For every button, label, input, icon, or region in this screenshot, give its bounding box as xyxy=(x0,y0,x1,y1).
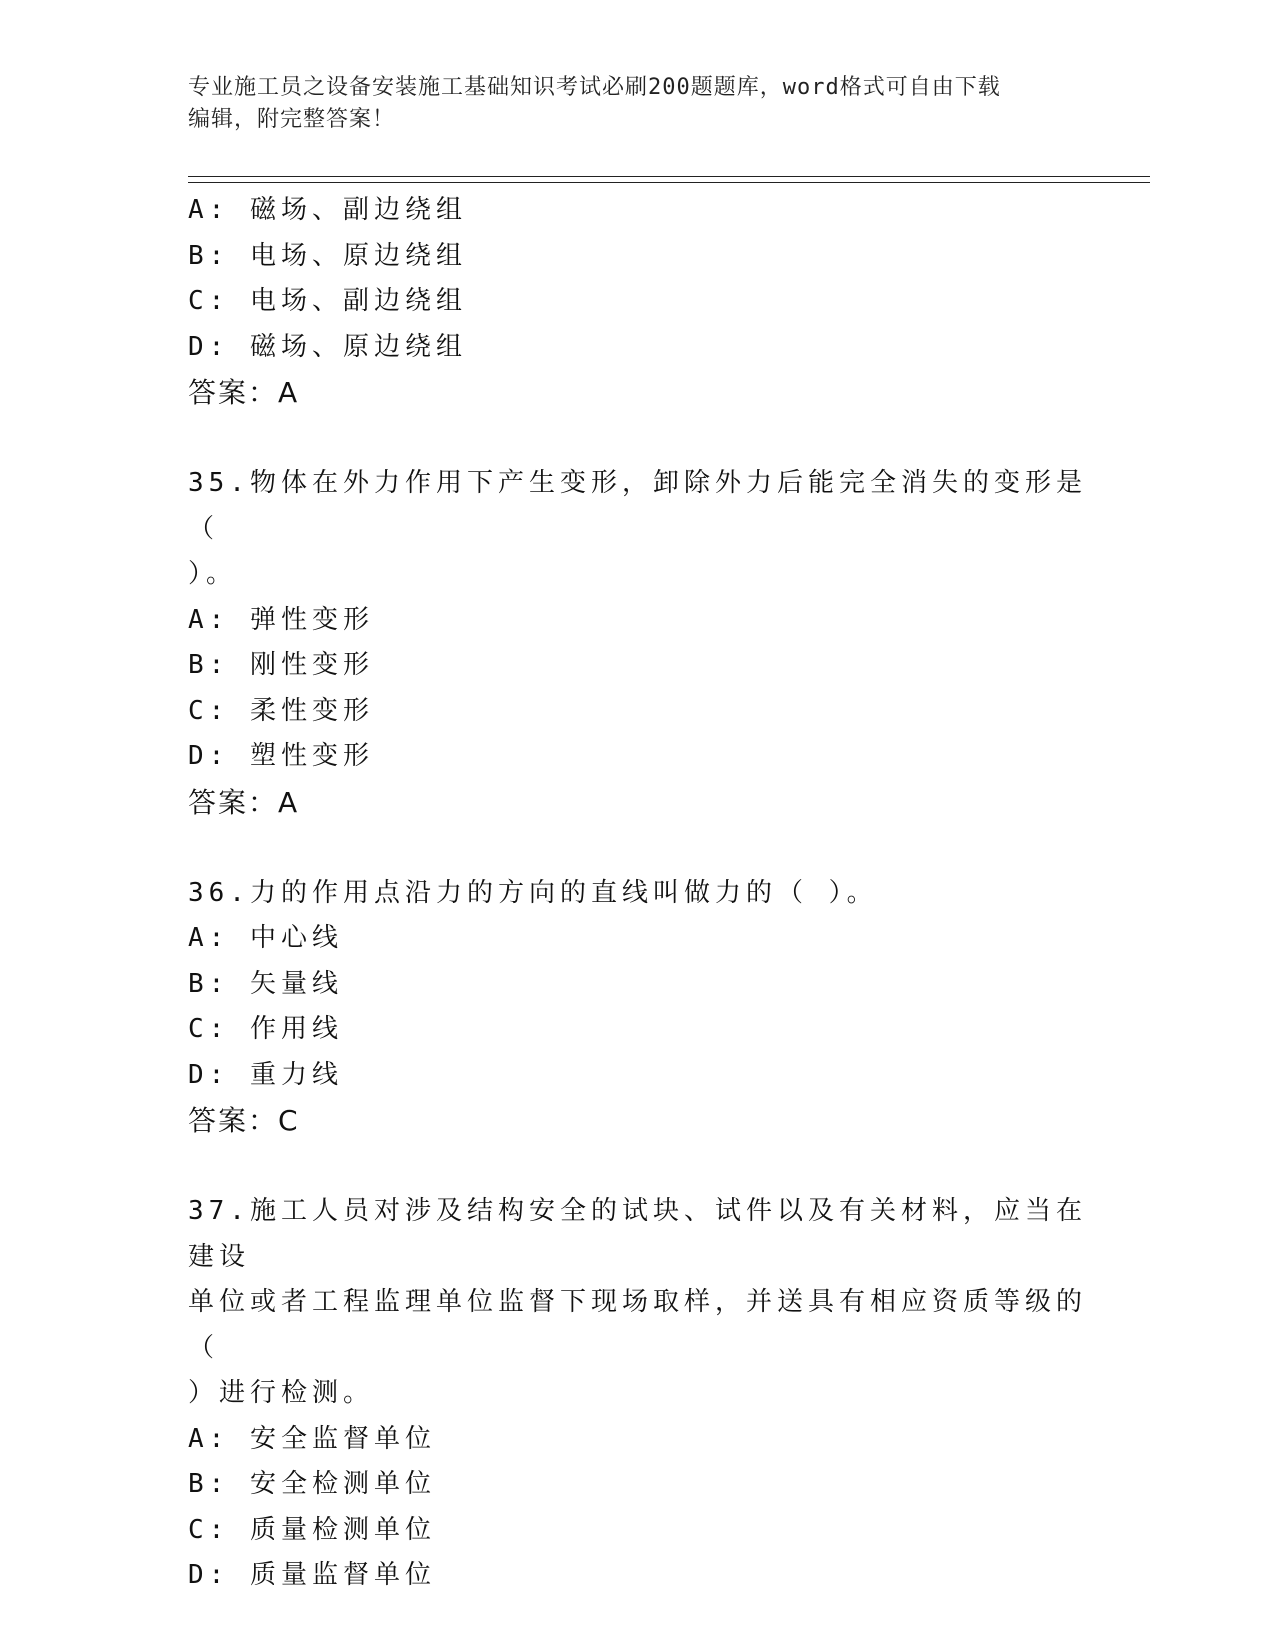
question-36 xyxy=(188,871,1088,1144)
answer-line: 答案：A xyxy=(188,785,300,819)
question-text-line-2: 单位或者工程监理单位监督下现场取样，并送具有相应资质等级的（ xyxy=(188,1287,1088,1363)
question-37 xyxy=(188,1189,1088,1599)
option-a: A: 弹性变形 xyxy=(188,604,374,635)
question-text-line-1: 35.物体在外力作用下产生变形，卸除外力后能完全消失的变形是（ xyxy=(188,468,1087,544)
question-text-line-1: 37.施工人员对涉及结构安全的试块、试件以及有关材料，应当在建设 xyxy=(188,1196,1087,1272)
option-d: D: 质量监督单位 xyxy=(188,1560,436,1590)
question-text-line-2: ）。 xyxy=(188,559,238,589)
header-title-line-1: 专业施工员之设备安装施工基础知识考试必刷200题题库，word格式可自由下载 xyxy=(188,75,1001,100)
spacer xyxy=(188,1144,1088,1190)
question-34 xyxy=(188,188,1088,416)
option-d: D: 磁场、原边绕组 xyxy=(188,331,467,362)
option-c: C: 质量检测单位 xyxy=(188,1514,436,1545)
option-c: C: 电场、副边绕组 xyxy=(188,286,467,316)
option-b: B: 矢量线 xyxy=(188,968,343,999)
header-divider-bottom xyxy=(188,182,1150,183)
option-b: B: 电场、原边绕组 xyxy=(188,240,467,271)
option-a: A: 中心线 xyxy=(188,923,343,953)
option-c: C: 柔性变形 xyxy=(188,695,374,726)
question-text-line-1: 36.力的作用点沿力的方向的直线叫做力的（ ）。 xyxy=(188,877,878,908)
answer-line: 答案：C xyxy=(188,1104,300,1137)
option-b: B: 安全检测单位 xyxy=(188,1469,436,1499)
question-35 xyxy=(188,461,1088,825)
spacer xyxy=(188,416,1088,462)
option-b: B: 刚性变形 xyxy=(188,650,374,680)
option-a: A: 磁场、副边绕组 xyxy=(188,195,467,225)
option-a: A: 安全监督单位 xyxy=(188,1423,436,1454)
spacer xyxy=(188,825,1088,871)
question-list xyxy=(188,188,1088,1599)
header-title-line-2: 编辑，附完整答案！ xyxy=(188,107,396,132)
header-divider-top xyxy=(188,176,1150,177)
document-header xyxy=(188,72,1088,136)
option-d: D: 塑性变形 xyxy=(188,741,374,771)
option-c: C: 作用线 xyxy=(188,1014,343,1044)
option-d: D: 重力线 xyxy=(188,1059,343,1090)
answer-line: 答案：A xyxy=(188,376,300,409)
question-text-line-3: ）进行检测。 xyxy=(188,1378,375,1408)
